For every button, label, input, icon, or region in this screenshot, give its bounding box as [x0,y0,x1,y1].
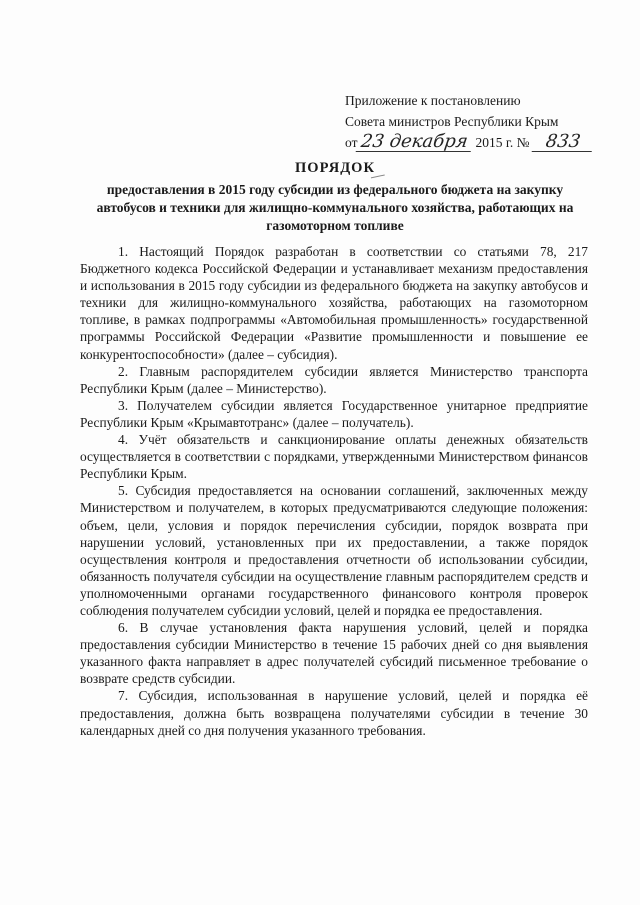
document-heading [80,160,590,235]
date-prefix: от [345,135,358,150]
paragraph-2: 2. Главным распорядителем субсидии является Министерство транспорта Республики Крым (далее – Министерство). [80,363,588,396]
document-title: ПОРЯДОК [295,160,375,176]
handwritten-number: 833 [532,133,595,152]
document-subtitle: предоставления в 2015 году субсидии из федерального бюджета на закупку автобусов и техники для жилищно-коммунального хозяйства, работающих на газомоторном топливе [96,182,574,233]
document-body [80,243,588,739]
paragraph-1: 1. Настоящий Порядок разработан в соответствии со статьями 78, 217 Бюджетного кодекса Российской Федерации и устанавливает механизм предоставления и использования в 2015 году субсидии из федерального бюджета на закупку автобусов и техники для жилищно-коммунального хозяйства, работающих на газомоторном топливе, в рамках подпрограммы «Автомобильная промышленность» государственной программы Российской Федерации «Развитие промышленности и повышение ее конкурентоспособности» (далее – субсидия). [80,244,588,362]
paragraph-3: 3. Получателем субсидии является Государственное унитарное предприятие Республики Крым «Крымавтотранс» (далее – получатель). [80,397,588,430]
handwritten-date: 23 декабря [356,133,473,152]
paragraph-4: 4. Учёт обязательств и санкционирование оплаты денежных обязательств осуществляется в соответствии с порядками, утвержденными Министерством финансов Республики Крым. [80,432,588,482]
appendix-date-line [345,132,600,153]
appendix-line-1: Приложение к постановлению [345,93,521,108]
paragraph-7: 7. Субсидия, использованная в нарушение условий, целей и порядка её предоставления, должна быть возвращена получателями субсидии в течение 30 календарных дней со дня получения указанного требования. [80,688,588,738]
paragraph-6: 6. В случае установления факта нарушения условий, целей и порядка предоставления субсидии Министерство в течение 15 рабочих дней со дня выявления указанного факта направляет в адрес получателей субсидий письменное требование о возврате средств субсидии. [80,620,588,687]
year-text: 2015 г. № [475,135,530,150]
appendix-block [345,90,600,153]
paragraph-5: 5. Субсидия предоставляется на основании соглашений, заключенных между Министерством и получателем, в которых предусматриваются следующие положения: объем, цели, условия и порядок перечисления субсидии, порядок возврата при нарушении условий, установленных при их предоставлении, а также порядок осуществления контроля и предоставления отчетности об использовании субсидии, обязанность получателя субсидии на осуществление главным распорядителем средств и уполномоченными органами государственного финансового контроля проверок соблюдения получателем субсидии условий, целей и порядка ее предоставления. [80,483,588,618]
appendix-line-2: Совета министров Республики Крым [345,114,559,129]
